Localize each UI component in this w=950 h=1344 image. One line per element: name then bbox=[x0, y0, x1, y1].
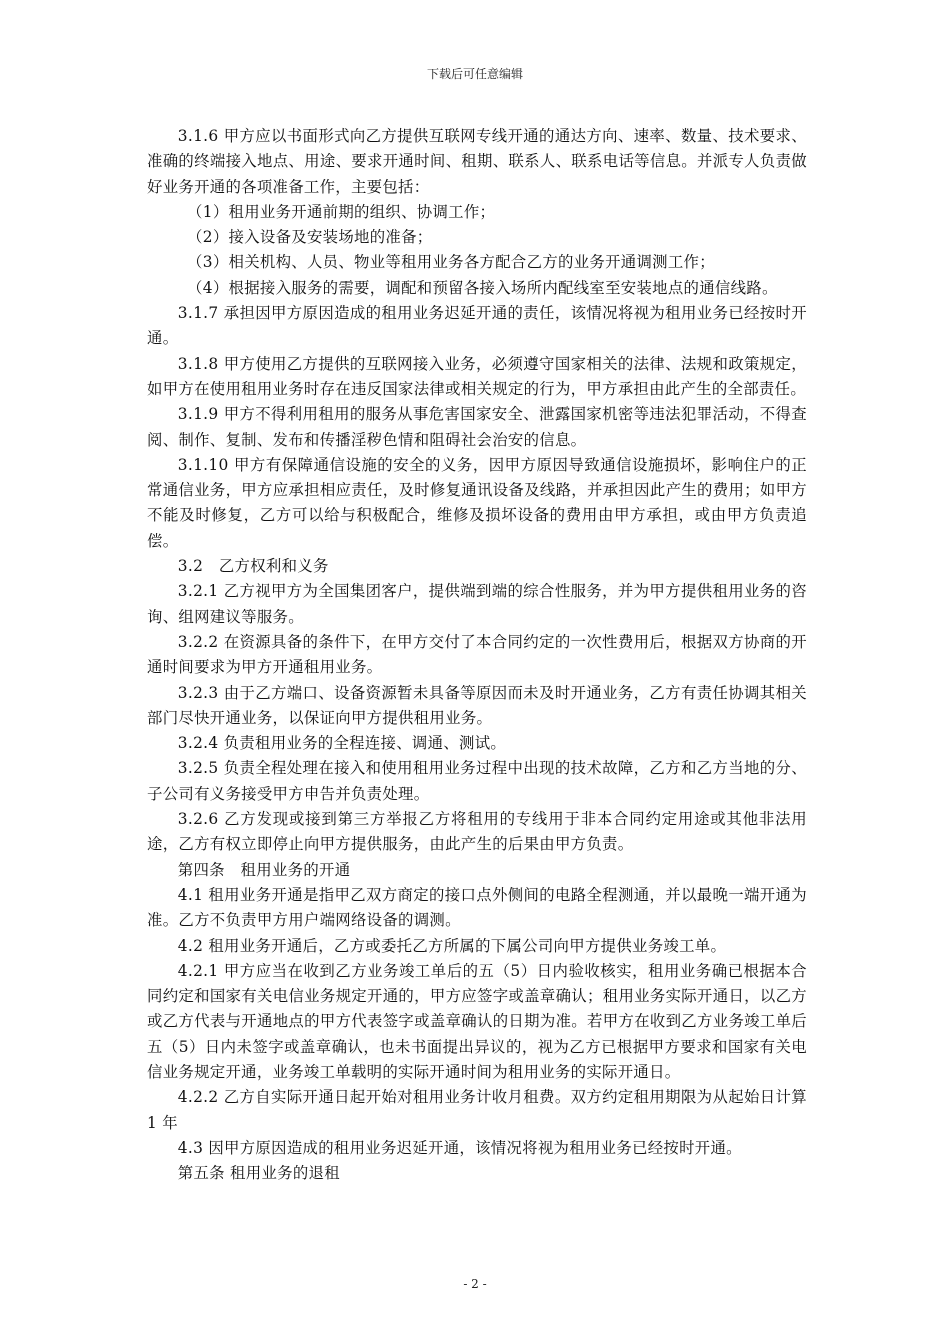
paragraph-4-2-2: 4.2.2 乙方自实际开通日起开始对租用业务计收月租费。双方约定租用期限为从起始日计算 1 年 bbox=[147, 1088, 807, 1132]
paragraph-3-1-6: 3.1.6 甲方应以书面形式向乙方提供互联网专线开通的通达方向、速率、数量、技术要求、准确的终端接入地点、用途、要求开通时间、租期、联系人、联系电话等信息。并派专人负责做好业务开通的各项准备工作，主要包括： bbox=[147, 127, 807, 196]
paragraph-3-1-9: 3.1.9 甲方不得利用租用的服务从事危害国家安全、泄露国家机密等违法犯罪活动，不得查阅、制作、复制、发布和传播淫秽色情和阻碍社会治安的信息。 bbox=[147, 405, 807, 449]
paragraph-3-2-5: 3.2.5 负责全程处理在接入和使用租用业务过程中出现的技术故障，乙方和乙方当地的分、子公司有义务接受甲方申告并负责处理。 bbox=[147, 759, 807, 803]
paragraph-3-2-1: 3.2.1 乙方视甲方为全国集团客户，提供端到端的综合性服务，并为甲方提供租用业务的咨询、组网建议等服务。 bbox=[147, 582, 807, 626]
paragraph-3-1-8: 3.1.8 甲方使用乙方提供的互联网接入业务，必须遵守国家相关的法律、法规和政策规定，如甲方在使用租用业务时存在违反国家法律或相关规定的行为，甲方承担由此产生的全部责任。 bbox=[147, 354, 807, 398]
paragraph-3-1-7: 3.1.7 承担因甲方原因造成的租用业务迟延开通的责任，该情况将视为租用业务已经按时开通。 bbox=[147, 304, 807, 348]
paragraph-3-2-2: 3.2.2 在资源具备的条件下，在甲方交付了本合同约定的一次性费用后，根据双方协商的开通时间要求为甲方开通租用业务。 bbox=[147, 632, 807, 677]
paragraph-4-1: 4.1 租用业务开通是指甲乙双方商定的接口点外侧间的电路全程测通，并以最晚一端开通为准。乙方不负责甲方用户端网络设备的调测。 bbox=[147, 885, 807, 930]
page-number: - 2 - bbox=[463, 1277, 487, 1291]
paragraph-3-2-6: 3.2.6 乙方发现或接到第三方举报乙方将租用的专线用于非本合同约定用途或其他非法用途，乙方有权立即停止向甲方提供服务，由此产生的后果由甲方负责。 bbox=[147, 810, 807, 854]
page-header: 下载后可任意编辑 bbox=[426, 67, 523, 81]
paragraph-4-2-1: 4.2.1 甲方应当在收到乙方业务竣工单后的五（5）日内验收核实，租用业务确已根据本合同约定和国家有关电信业务规定开通的，甲方应签字或盖章确认；租用业务实际开通日，以乙方或乙方代表与开通地点的甲方代表签字或盖章确认的日期为准。若甲方在收到乙方业务竣工单后五（5）日内未签字或盖章确认，也未书面提出异议的，视为乙方已根据甲方要求和国家有关电信业务规定开通，业务竣工单载明的实际开通时间为租用业务的实际开通日。 bbox=[147, 961, 807, 1081]
paragraph-item-2: （2）接入设备及安装场地的准备； bbox=[187, 228, 433, 247]
paragraph-3-1-10: 3.1.10 甲方有保障通信设施的安全的义务，因甲方原因导致通信设施损坏，影响住户的正常通信业务，甲方应承担相应责任，及时修复通讯设备及线路，并承担因此产生的费用；如甲方不能及时修复，乙方可以给与积极配合，维修及损坏设备的费用由甲方承担，或由甲方负责追偿。 bbox=[147, 455, 807, 550]
paragraph-3-2-4: 3.2.4 负责租用业务的全程连接、调通、测试。 bbox=[177, 734, 507, 753]
paragraph-art-4: 第四条 租用业务的开通 bbox=[177, 860, 351, 879]
paragraph-3-2: 3.2 乙方权利和义务 bbox=[177, 557, 329, 576]
paragraph-4-2: 4.2 租用业务开通后，乙方或委托乙方所属的下属公司向甲方提供业务竣工单。 bbox=[177, 936, 727, 955]
document-body bbox=[147, 124, 807, 1186]
paragraph-item-1: （1）租用业务开通前期的组织、协调工作； bbox=[187, 202, 496, 221]
paragraph-item-3: （3）相关机构、人员、物业等租用业务各方配合乙方的业务开通调测工作； bbox=[187, 253, 715, 272]
paragraph-art-5: 第五条 租用业务的退租 bbox=[177, 1164, 340, 1183]
paragraph-item-4: （4）根据接入服务的需要，调配和预留各接入场所内配线室至安装地点的通信线路。 bbox=[187, 278, 778, 297]
paragraph-4-3: 4.3 因甲方原因造成的租用业务迟延开通，该情况将视为租用业务已经按时开通。 bbox=[177, 1138, 742, 1157]
paragraph-3-2-3: 3.2.3 由于乙方端口、设备资源暂未具备等原因而未及时开通业务，乙方有责任协调其相关部门尽快开通业务，以保证向甲方提供租用业务。 bbox=[147, 683, 807, 727]
